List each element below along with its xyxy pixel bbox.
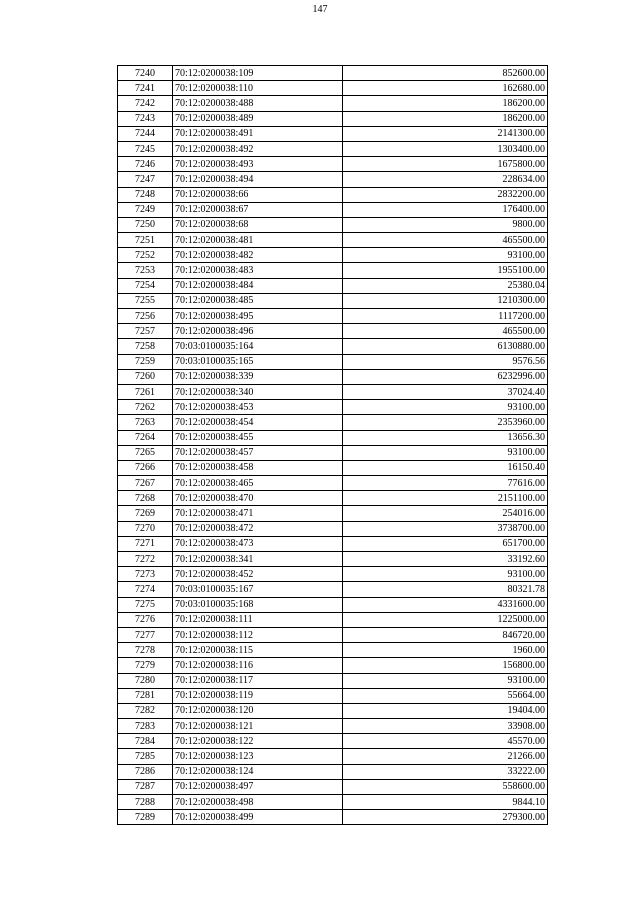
value-cell: 1675800.00 [343, 157, 548, 172]
row-number-cell: 7249 [118, 202, 173, 217]
value-cell: 186200.00 [343, 96, 548, 111]
table-row [118, 795, 548, 810]
row-number-cell: 7247 [118, 172, 173, 187]
value-cell: 2141300.00 [343, 126, 548, 141]
row-number-cell: 7279 [118, 658, 173, 673]
value-cell: 465500.00 [343, 324, 548, 339]
table-row [118, 324, 548, 339]
cadastral-number-cell: 70:12:0200038:496 [173, 324, 343, 339]
value-cell: 93100.00 [343, 673, 548, 688]
table-row [118, 66, 548, 81]
row-number-cell: 7266 [118, 460, 173, 475]
cadastral-value-table [117, 65, 548, 825]
row-number-cell: 7264 [118, 430, 173, 445]
value-cell: 162680.00 [343, 81, 548, 96]
value-cell: 1960.00 [343, 643, 548, 658]
value-cell: 1955100.00 [343, 263, 548, 278]
cadastral-number-cell: 70:12:0200038:458 [173, 460, 343, 475]
row-number-cell: 7256 [118, 309, 173, 324]
value-cell: 228634.00 [343, 172, 548, 187]
table-row [118, 460, 548, 475]
row-number-cell: 7250 [118, 217, 173, 232]
row-number-cell: 7284 [118, 734, 173, 749]
row-number-cell: 7283 [118, 719, 173, 734]
value-cell: 1210300.00 [343, 293, 548, 308]
row-number-cell: 7261 [118, 384, 173, 399]
row-number-cell: 7280 [118, 673, 173, 688]
value-cell: 16150.40 [343, 460, 548, 475]
row-number-cell: 7277 [118, 627, 173, 642]
table-row [118, 430, 548, 445]
table-row [118, 111, 548, 126]
table-row [118, 81, 548, 96]
table-row [118, 369, 548, 384]
value-cell: 4331600.00 [343, 597, 548, 612]
value-cell: 852600.00 [343, 66, 548, 81]
cadastral-number-cell: 70:12:0200038:457 [173, 445, 343, 460]
value-cell: 186200.00 [343, 111, 548, 126]
cadastral-number-cell: 70:03:0100035:168 [173, 597, 343, 612]
value-cell: 465500.00 [343, 233, 548, 248]
cadastral-number-cell: 70:12:0200038:489 [173, 111, 343, 126]
table-row [118, 688, 548, 703]
cadastral-number-cell: 70:12:0200038:115 [173, 643, 343, 658]
value-cell: 9800.00 [343, 217, 548, 232]
table-row [118, 141, 548, 156]
cadastral-number-cell: 70:12:0200038:485 [173, 293, 343, 308]
value-cell: 93100.00 [343, 248, 548, 263]
row-number-cell: 7241 [118, 81, 173, 96]
cadastral-number-cell: 70:03:0100035:164 [173, 339, 343, 354]
value-cell: 1303400.00 [343, 141, 548, 156]
cadastral-number-cell: 70:12:0200038:121 [173, 719, 343, 734]
table-row [118, 536, 548, 551]
value-cell: 45570.00 [343, 734, 548, 749]
row-number-cell: 7244 [118, 126, 173, 141]
table-row [118, 582, 548, 597]
table-row [118, 673, 548, 688]
value-cell: 33908.00 [343, 719, 548, 734]
value-cell: 93100.00 [343, 400, 548, 415]
row-number-cell: 7248 [118, 187, 173, 202]
row-number-cell: 7270 [118, 521, 173, 536]
cadastral-number-cell: 70:12:0200038:341 [173, 552, 343, 567]
cadastral-number-cell: 70:12:0200038:116 [173, 658, 343, 673]
value-cell: 55664.00 [343, 688, 548, 703]
table-row [118, 293, 548, 308]
cadastral-number-cell: 70:12:0200038:484 [173, 278, 343, 293]
row-number-cell: 7267 [118, 476, 173, 491]
value-cell: 2151100.00 [343, 491, 548, 506]
row-number-cell: 7255 [118, 293, 173, 308]
row-number-cell: 7265 [118, 445, 173, 460]
table-row [118, 202, 548, 217]
value-cell: 93100.00 [343, 445, 548, 460]
cadastral-number-cell: 70:12:0200038:111 [173, 612, 343, 627]
row-number-cell: 7273 [118, 567, 173, 582]
cadastral-number-cell: 70:12:0200038:112 [173, 627, 343, 642]
table-row [118, 597, 548, 612]
cadastral-number-cell: 70:12:0200038:109 [173, 66, 343, 81]
cadastral-number-cell: 70:12:0200038:123 [173, 749, 343, 764]
table-row [118, 476, 548, 491]
cadastral-number-cell: 70:12:0200038:452 [173, 567, 343, 582]
value-cell: 93100.00 [343, 567, 548, 582]
value-cell: 1225000.00 [343, 612, 548, 627]
cadastral-number-cell: 70:03:0100035:167 [173, 582, 343, 597]
row-number-cell: 7245 [118, 141, 173, 156]
table-row [118, 339, 548, 354]
row-number-cell: 7278 [118, 643, 173, 658]
row-number-cell: 7246 [118, 157, 173, 172]
value-cell: 6130880.00 [343, 339, 548, 354]
table-row [118, 764, 548, 779]
value-cell: 279300.00 [343, 810, 548, 825]
table-row [118, 506, 548, 521]
table-row [118, 400, 548, 415]
cadastral-number-cell: 70:12:0200038:124 [173, 764, 343, 779]
value-cell: 33192.60 [343, 552, 548, 567]
cadastral-number-cell: 70:12:0200038:110 [173, 81, 343, 96]
value-cell: 846720.00 [343, 627, 548, 642]
table-row [118, 263, 548, 278]
cadastral-number-cell: 70:12:0200038:120 [173, 703, 343, 718]
cadastral-number-cell: 70:12:0200038:454 [173, 415, 343, 430]
row-number-cell: 7253 [118, 263, 173, 278]
row-number-cell: 7281 [118, 688, 173, 703]
table-row [118, 749, 548, 764]
cadastral-number-cell: 70:12:0200038:339 [173, 369, 343, 384]
cadastral-number-cell: 70:03:0100035:165 [173, 354, 343, 369]
row-number-cell: 7258 [118, 339, 173, 354]
row-number-cell: 7276 [118, 612, 173, 627]
value-cell: 176400.00 [343, 202, 548, 217]
row-number-cell: 7282 [118, 703, 173, 718]
cadastral-number-cell: 70:12:0200038:499 [173, 810, 343, 825]
cadastral-number-cell: 70:12:0200038:455 [173, 430, 343, 445]
cadastral-number-cell: 70:12:0200038:488 [173, 96, 343, 111]
row-number-cell: 7269 [118, 506, 173, 521]
table-row [118, 415, 548, 430]
value-cell: 558600.00 [343, 779, 548, 794]
table-row [118, 384, 548, 399]
table-body [118, 66, 548, 825]
row-number-cell: 7252 [118, 248, 173, 263]
cadastral-number-cell: 70:12:0200038:481 [173, 233, 343, 248]
cadastral-number-cell: 70:12:0200038:491 [173, 126, 343, 141]
table-row [118, 734, 548, 749]
table-row [118, 810, 548, 825]
value-cell: 25380.04 [343, 278, 548, 293]
cadastral-number-cell: 70:12:0200038:122 [173, 734, 343, 749]
value-cell: 254016.00 [343, 506, 548, 521]
row-number-cell: 7260 [118, 369, 173, 384]
value-cell: 9576.56 [343, 354, 548, 369]
row-number-cell: 7240 [118, 66, 173, 81]
table-row [118, 157, 548, 172]
row-number-cell: 7286 [118, 764, 173, 779]
row-number-cell: 7272 [118, 552, 173, 567]
value-cell: 19404.00 [343, 703, 548, 718]
row-number-cell: 7242 [118, 96, 173, 111]
value-cell: 651700.00 [343, 536, 548, 551]
table-row [118, 521, 548, 536]
row-number-cell: 7263 [118, 415, 173, 430]
value-cell: 13656.30 [343, 430, 548, 445]
value-cell: 156800.00 [343, 658, 548, 673]
cadastral-number-cell: 70:12:0200038:483 [173, 263, 343, 278]
table-row [118, 354, 548, 369]
row-number-cell: 7275 [118, 597, 173, 612]
table-row [118, 217, 548, 232]
table-row [118, 233, 548, 248]
value-cell: 2353960.00 [343, 415, 548, 430]
row-number-cell: 7274 [118, 582, 173, 597]
cadastral-number-cell: 70:12:0200038:482 [173, 248, 343, 263]
table-row [118, 703, 548, 718]
cadastral-number-cell: 70:12:0200038:67 [173, 202, 343, 217]
cadastral-number-cell: 70:12:0200038:472 [173, 521, 343, 536]
row-number-cell: 7254 [118, 278, 173, 293]
cadastral-number-cell: 70:12:0200038:498 [173, 795, 343, 810]
cadastral-number-cell: 70:12:0200038:470 [173, 491, 343, 506]
value-cell: 33222.00 [343, 764, 548, 779]
table-row [118, 627, 548, 642]
value-cell: 3738700.00 [343, 521, 548, 536]
table-row [118, 172, 548, 187]
table-row [118, 643, 548, 658]
cadastral-number-cell: 70:12:0200038:465 [173, 476, 343, 491]
table-row [118, 719, 548, 734]
table-row [118, 567, 548, 582]
cadastral-number-cell: 70:12:0200038:497 [173, 779, 343, 794]
cadastral-number-cell: 70:12:0200038:340 [173, 384, 343, 399]
cadastral-number-cell: 70:12:0200038:66 [173, 187, 343, 202]
table-row [118, 612, 548, 627]
row-number-cell: 7271 [118, 536, 173, 551]
row-number-cell: 7251 [118, 233, 173, 248]
cadastral-number-cell: 70:12:0200038:492 [173, 141, 343, 156]
row-number-cell: 7262 [118, 400, 173, 415]
table-row [118, 658, 548, 673]
row-number-cell: 7289 [118, 810, 173, 825]
table-row [118, 187, 548, 202]
table-row [118, 445, 548, 460]
cadastral-number-cell: 70:12:0200038:494 [173, 172, 343, 187]
table-row [118, 552, 548, 567]
cadastral-number-cell: 70:12:0200038:471 [173, 506, 343, 521]
row-number-cell: 7285 [118, 749, 173, 764]
value-cell: 6232996.00 [343, 369, 548, 384]
cadastral-number-cell: 70:12:0200038:453 [173, 400, 343, 415]
row-number-cell: 7288 [118, 795, 173, 810]
value-cell: 77616.00 [343, 476, 548, 491]
value-cell: 37024.40 [343, 384, 548, 399]
cadastral-number-cell: 70:12:0200038:493 [173, 157, 343, 172]
value-cell: 80321.78 [343, 582, 548, 597]
row-number-cell: 7287 [118, 779, 173, 794]
row-number-cell: 7259 [118, 354, 173, 369]
row-number-cell: 7268 [118, 491, 173, 506]
table-row [118, 779, 548, 794]
cadastral-number-cell: 70:12:0200038:495 [173, 309, 343, 324]
cadastral-number-cell: 70:12:0200038:119 [173, 688, 343, 703]
table-row [118, 309, 548, 324]
cadastral-number-cell: 70:12:0200038:68 [173, 217, 343, 232]
row-number-cell: 7257 [118, 324, 173, 339]
row-number-cell: 7243 [118, 111, 173, 126]
value-cell: 21266.00 [343, 749, 548, 764]
value-cell: 1117200.00 [343, 309, 548, 324]
table-row [118, 278, 548, 293]
value-cell: 2832200.00 [343, 187, 548, 202]
table-row [118, 96, 548, 111]
page-number: 147 [312, 4, 328, 15]
table-row [118, 248, 548, 263]
value-cell: 9844.10 [343, 795, 548, 810]
cadastral-number-cell: 70:12:0200038:473 [173, 536, 343, 551]
table-row [118, 491, 548, 506]
table-row [118, 126, 548, 141]
cadastral-number-cell: 70:12:0200038:117 [173, 673, 343, 688]
